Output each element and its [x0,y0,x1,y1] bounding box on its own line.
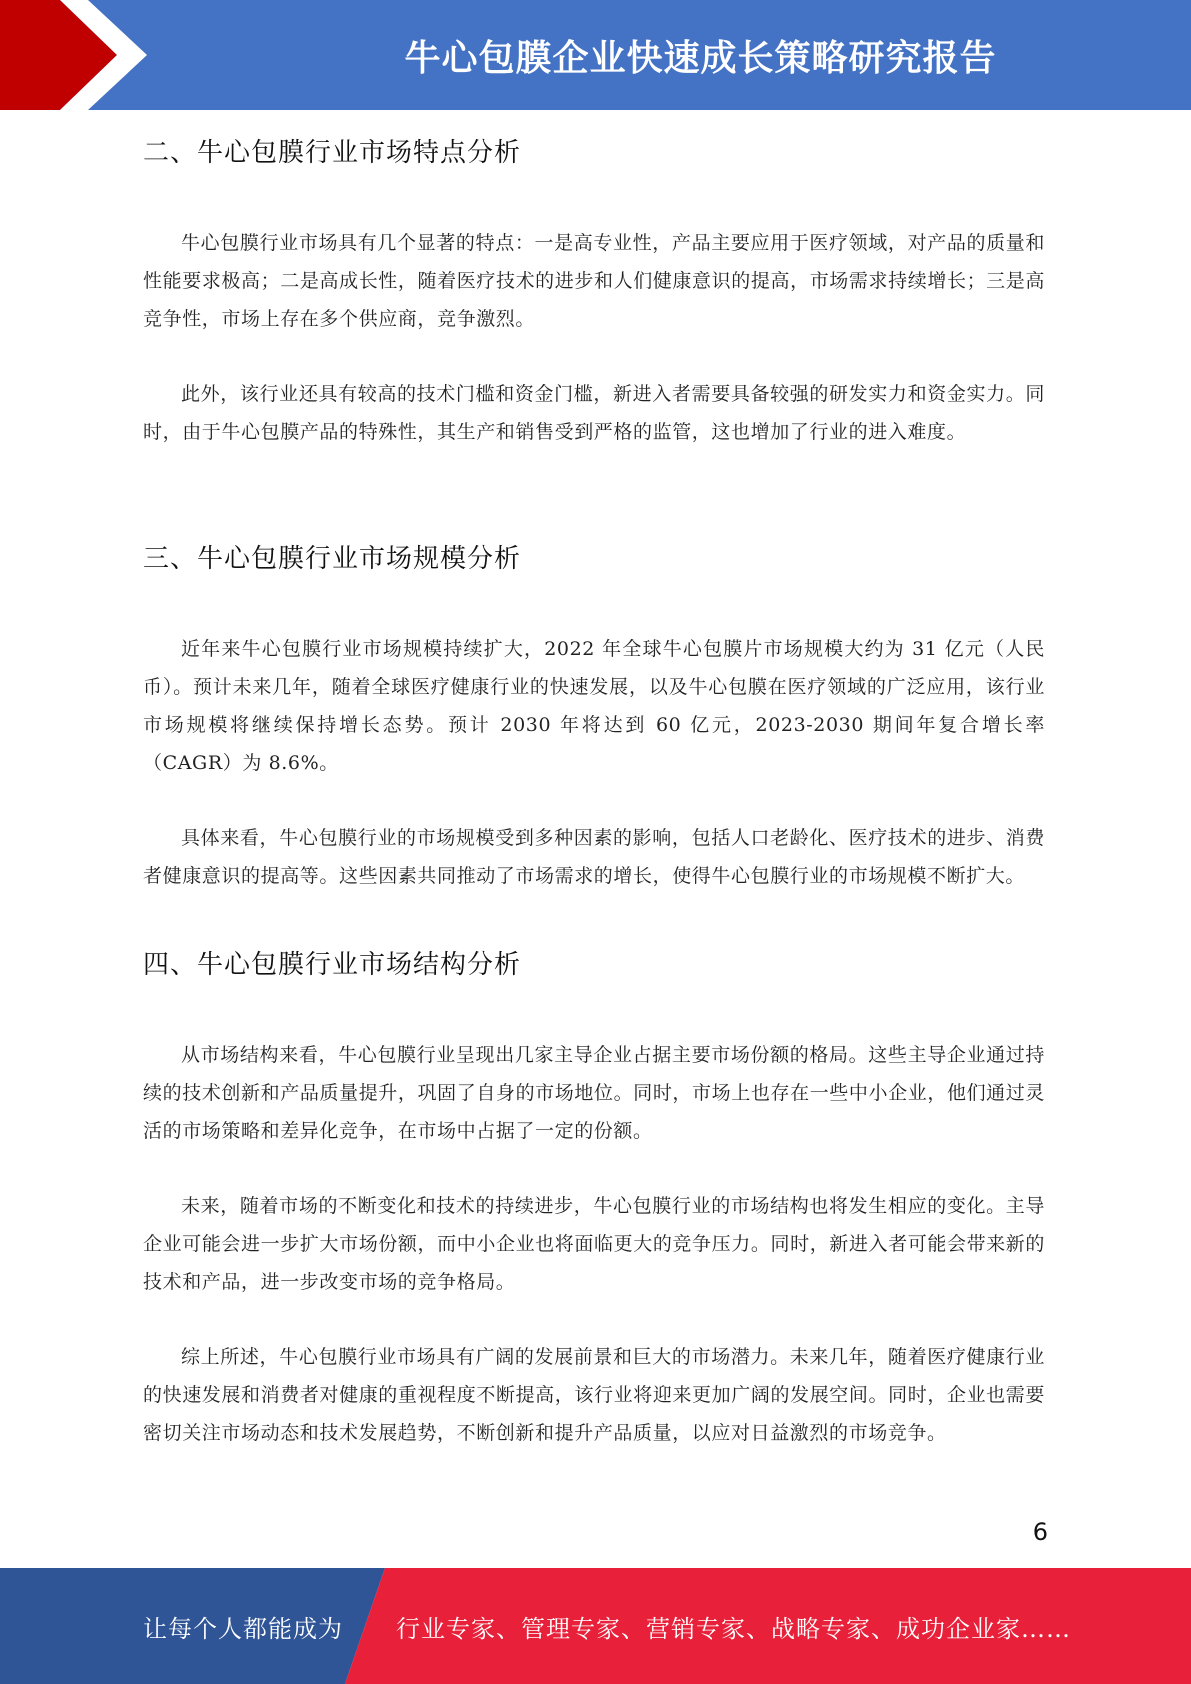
paragraph: 从市场结构来看，牛心包膜行业呈现出几家主导企业占据主要市场份额的格局。这些主导企业通过持续的技术创新和产品质量提升，巩固了自身的市场地位。同时，市场上也存在一些中小企业，他们通过灵活的市场策略和差异化竞争，在市场中占据了一定的份额。 [143,1044,1045,1142]
footer-banner [0,1568,1191,1684]
page-number: 6 [1032,1518,1048,1546]
paragraph: 近年来牛心包膜行业市场规模持续扩大，2022 年全球牛心包膜片市场规模大约为 31 亿元（人民币）。预计未来几年，随着全球医疗健康行业的快速发展，以及牛心包膜在医疗领域的广泛应用，该行业市场规模将继续保持增长态势。预计 2030 年将达到 60 亿元，2023-2030 期间年复合增长率（CAGR）为 8.6%。 [143,638,1045,774]
section-heading-market-size: 三、牛心包膜行业市场规模分析 [143,544,522,574]
section-heading-market-structure: 四、牛心包膜行业市场结构分析 [143,950,522,980]
paragraph: 未来，随着市场的不断变化和技术的持续进步，牛心包膜行业的市场结构也将发生相应的变化。主导企业可能会进一步扩大市场份额，而中小企业也将面临更大的竞争压力。同时，新进入者可能会带来新的技术和产品，进一步改变市场的竞争格局。 [143,1195,1045,1293]
footer-slogan-left: 让每个人都能成为 [143,1614,343,1643]
section-heading-market-features: 二、牛心包膜行业市场特点分析 [143,138,522,168]
footer-slogan-right: 行业专家、管理专家、营销专家、战略专家、成功企业家…… [396,1614,1071,1643]
paragraph: 牛心包膜行业市场具有几个显著的特点：一是高专业性，产品主要应用于医疗领域，对产品的质量和性能要求极高；二是高成长性，随着医疗技术的进步和人们健康意识的提高，市场需求持续增长；三是高竞争性，市场上存在多个供应商，竞争激烈。 [143,232,1045,330]
paragraph: 具体来看，牛心包膜行业的市场规模受到多种因素的影响，包括人口老龄化、医疗技术的进步、消费者健康意识的提高等。这些因素共同推动了市场需求的增长，使得牛心包膜行业的市场规模不断扩大。 [143,827,1045,887]
report-header-banner [0,0,1191,110]
header-arrow-icon [0,0,160,110]
report-title: 牛心包膜企业快速成长策略研究报告 [404,37,997,79]
paragraph: 此外，该行业还具有较高的技术门槛和资金门槛，新进入者需要具备较强的研发实力和资金实力。同时，由于牛心包膜产品的特殊性，其生产和销售受到严格的监管，这也增加了行业的进入难度。 [143,383,1045,443]
paragraph: 综上所述，牛心包膜行业市场具有广阔的发展前景和巨大的市场潜力。未来几年，随着医疗健康行业的快速发展和消费者对健康的重视程度不断提高，该行业将迎来更加广阔的发展空间。同时，企业也需要密切关注市场动态和技术发展趋势，不断创新和提升产品质量，以应对日益激烈的市场竞争。 [143,1346,1045,1444]
